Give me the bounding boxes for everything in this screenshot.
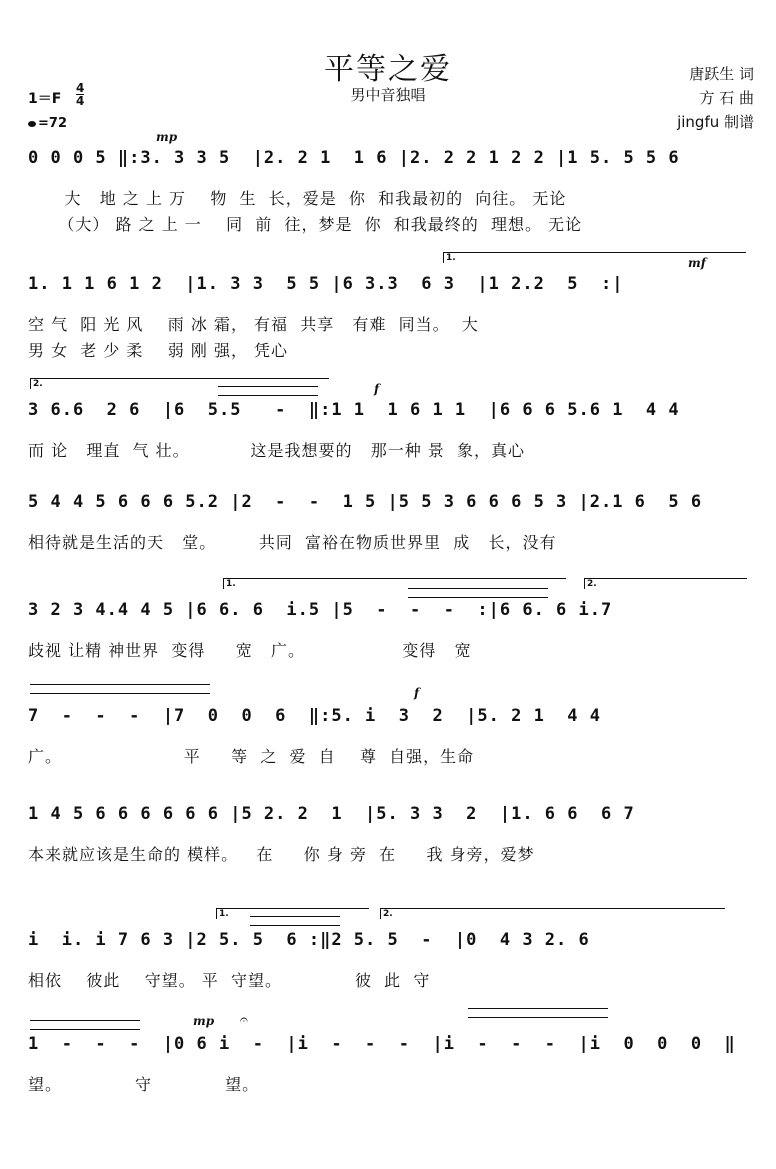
lyric-line: 歧视 让精 神世界 变得 宽 广。 变得 宽: [28, 641, 472, 660]
key-signature: 1＝F: [28, 91, 62, 107]
volta-bracket: 1.: [223, 578, 566, 589]
song-title: 平等之爱: [324, 52, 452, 87]
notation-line: i i. i 7 6 3 |2 5. 5 6 :‖2 5. 5 - |0 4 3 2. 6: [28, 930, 590, 950]
lyric-line: 望。 守 望。: [28, 1075, 260, 1094]
volta-bracket: 2.: [380, 908, 725, 919]
decrescendo-hairpin: [408, 588, 548, 598]
time-numerator: 4: [76, 81, 85, 95]
volta-bracket: 1.: [216, 908, 369, 919]
notation-line: 7 - - - |7 0 0 6 ‖:5. i 3 2 |5. 2 1 4 4: [28, 706, 601, 726]
song-subtitle: 男中音独唱: [350, 86, 426, 104]
decrescendo-hairpin: [218, 386, 318, 396]
decrescendo-hairpin: [468, 1008, 608, 1018]
notation-line: 0 0 0 5 ‖:3. 3 3 5 |2. 2 1 1 6 |2. 2 2 1 2 2 |1 5. 5 5 6: [28, 148, 680, 168]
tempo-value: =72: [38, 116, 67, 131]
lyric-line: （大） 路 之 上 一 同 前 往，梦是 你 和我最终的 理想。 无论: [28, 215, 583, 234]
lyric-line: 广。 平 等 之 爱 自 尊 自强，生命: [28, 747, 475, 766]
notation-line: 1. 1 1 6 1 2 |1. 3 3 5 5 |6 3.3 6 3 |1 2.2 5 :|: [28, 274, 624, 294]
engraver-credit: jingfu 制谱: [677, 113, 754, 131]
composer-credit: 方 石 曲: [699, 89, 754, 107]
decrescendo-hairpin: [250, 916, 340, 926]
lyric-line: 相待就是生活的天 堂。 共同 富裕在物质世界里 成 长，没有: [28, 533, 557, 552]
volta-bracket: 2.: [30, 378, 329, 389]
notation-line: 1 - - - |0 6 i - |i - - - |i - - - |i 0 0 0 ‖: [28, 1034, 736, 1054]
lyric-line: 本来就应该是生命的 模样。 在 你 身 旁 在 我 身旁，爱梦: [28, 845, 535, 864]
lyricist-credit: 唐跃生 词: [689, 65, 754, 83]
tempo-marking: [28, 116, 67, 131]
time-denominator: 4: [76, 94, 85, 108]
dynamic-marking: mf: [688, 256, 706, 270]
volta-bracket: 2.: [584, 578, 747, 589]
fermata-icon: 𝄐: [240, 1012, 248, 1028]
time-signature: [76, 82, 84, 107]
dynamic-marking: mp: [193, 1014, 215, 1028]
volta-bracket: 1.: [443, 252, 746, 263]
notation-line: 3 6.6 2 6 |6 5.5 - ‖:1 1 1 6 1 1 |6 6 6 5.6 1 4 4: [28, 400, 680, 420]
decrescendo-hairpin: [30, 684, 210, 694]
quarter-note-icon: [28, 121, 36, 127]
lyric-line: 男 女 老 少 柔 弱 刚 强， 凭心: [28, 341, 289, 360]
credits: [677, 62, 754, 134]
notation-line: 3 2 3 4.4 4 5 |6 6. 6 i.5 |5 - - - :|6 6. 6 i.7: [28, 600, 613, 620]
notation-line: 5 4 4 5 6 6 6 5.2 |2 - - 1 5 |5 5 3 6 6 6 5 3 |2.1 6 5 6: [28, 492, 703, 512]
notation-line: 1 4 5 6 6 6 6 6 6 |5 2. 2 1 |5. 3 3 2 |1. 6 6 6 7: [28, 804, 635, 824]
lyric-line: 大 地 之 上 万 物 生 长，爱是 你 和我最初的 向往。 无论: [28, 189, 567, 208]
lyric-line: 空 气 阳 光 风 雨 冰 霜， 有福 共享 有难 同当。 大: [28, 315, 479, 334]
dynamic-marking: mp: [156, 130, 178, 144]
dynamic-marking: f: [414, 686, 420, 700]
dynamic-marking: f: [374, 382, 380, 396]
decrescendo-hairpin: [30, 1020, 140, 1030]
lyric-line: 而 论 理直 气 壮。 这是我想要的 那一种 景 象，真心: [28, 441, 525, 460]
lyric-line: 相依 彼此 守望。 平 守望。 彼 此 守: [28, 971, 431, 990]
